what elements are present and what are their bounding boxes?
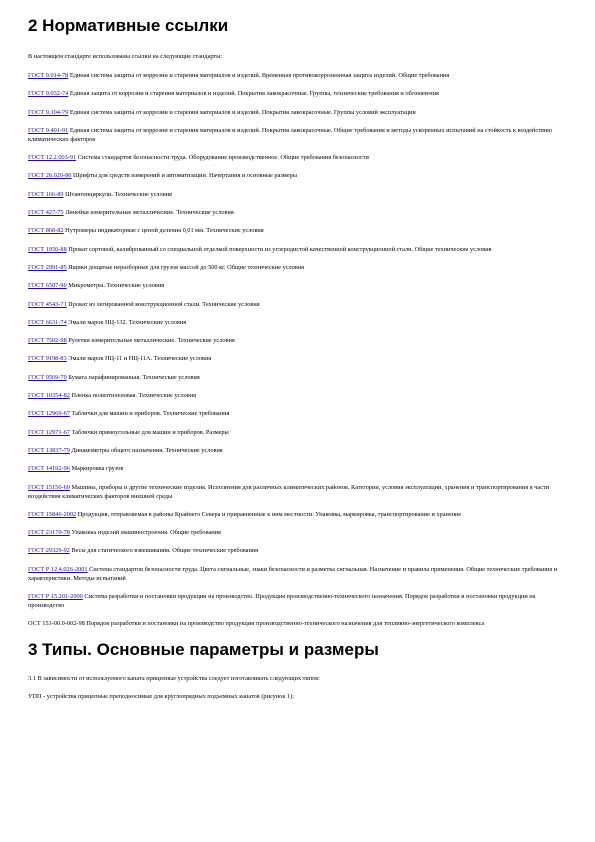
reference-title: Машины, приборы и другие технические изделия. Исполнения для различных климатических районов. Категории, условия эксплуатации, хранения и транспортирования в части воздействия климатических факторов внешней среды [28,483,550,500]
reference-link[interactable]: ГОСТ 2991-85 [28,263,67,271]
section-2-intro: В настоящем стандарте использованы ссылки на следующие стандарты: [28,53,223,60]
reference-title: Единая система защиты от коррозии и старения материалов и изделий. Временная противокоррозионная защита изделий. Общие требования [69,72,450,79]
reference-item [28,483,567,501]
reference-item [28,300,567,309]
reference-item [28,318,567,327]
section-3-paragraph-2: УПП - устройства прицепные преподносимые для круглопрядных подъемных канатов (рисунок 1); [28,693,294,701]
reference-link[interactable]: ГОСТ 9.032-74 [28,90,69,98]
reference-item [28,226,567,235]
reference-link[interactable]: ГОСТ 12.2.003-91 [28,154,77,162]
reference-item [28,281,567,290]
reference-title: Динамометры общего назначения. Технические условия [71,446,223,454]
reference-item [28,263,567,272]
reference-item [28,71,567,80]
reference-title: Маркировка грузов [71,465,124,473]
section-3-paragraph-1: 3.1 В зависимости от используемого каната прицепные устройства следует изготавливать следующих типов: [28,675,321,683]
reference-link[interactable]: ГОСТ 9569-79 [28,373,67,381]
reference-title: Единая защита от коррозии и старения материалов и изделий. Покрытия лакокрасочные. Группы, технические требования и обозначения [69,90,439,98]
reference-link[interactable]: ГОСТ 868-82 [28,227,64,235]
reference-title: Ящики дощатые неразборные для грузов массой до 500 кг. Общие технические условия [68,263,305,271]
reference-link[interactable]: ГОСТ 6507-90 [28,282,67,290]
reference-link[interactable]: ГОСТ 15150-69 [28,483,70,491]
reference-link[interactable]: ГОСТ 6631-74 [28,318,67,326]
reference-link[interactable]: ГОСТ 7502-98 [28,337,67,345]
reference-item [28,528,567,537]
reference-link[interactable]: ГОСТ 427-75 [28,209,64,217]
reference-title: Бумага парафинированная. Технические условия [68,373,200,381]
reference-item [28,409,567,418]
reference-item [28,510,567,519]
reference-item [28,245,567,254]
reference-title: Система стандартов безопасности труда. Оборудование производственное. Общие требования безопасности [77,154,369,162]
reference-title: Упаковка изделий машиностроения. Общие требования [71,529,221,537]
reference-link[interactable]: ГОСТ 14192-96 [28,465,70,473]
references-list [28,71,567,610]
reference-item [28,446,567,455]
reference-item [28,190,567,199]
reference-item [28,108,567,117]
reference-title: Шрифты для средств измерений и автоматизации. Начертания и основные размеры [73,172,297,180]
reference-title: Пленка полиэтиленовая. Технические условия [71,392,196,400]
reference-title: Весы для статического взвешивания. Общие технические требования [71,547,259,555]
reference-title: Эмали марок НЦ-132. Технические условия [68,318,187,326]
reference-item [28,171,567,180]
reference-title: Продукция, отправляемая в районы Крайнего Севера и приравненные к ним местности. Упаковка, маркировка, транспортирование и хранение [77,510,462,518]
reference-title: Рулетки измерительные металлические. Технические условия [68,337,235,345]
reference-item [28,126,567,144]
reference-item [28,546,567,555]
reference-link[interactable]: ГОСТ 13837-79 [28,446,70,454]
reference-title: Прокат из легированной конструкционной стали. Технические условия [68,300,260,308]
reference-item [28,565,567,583]
reference-link[interactable]: ГОСТ 12971-67 [28,428,70,436]
reference-title: Единая система защиты от коррозии и старения материалов и изделий. Покрытия лакокрасочные. Группы условий эксплуатации [69,108,416,116]
reference-title: Микрометры. Технические условия [68,282,165,290]
reference-title: Таблички для машин и приборов. Технические требования [71,410,230,418]
reference-link[interactable]: ГОСТ 4543-71 [28,300,67,308]
reference-link[interactable]: ГОСТ 10354-82 [28,392,70,400]
reference-item [28,354,567,363]
reference-title: Штангенциркули. Технические условия [65,190,172,198]
reference-title: Единая система защиты от коррозии и старения материалов и изделий. Покрытия лакокрасочные. Общие требования и методы ускоренных испытаний на стойкость к воздействию климатических факторов [28,126,553,143]
reference-link[interactable]: ГОСТ 12969-67 [28,410,70,418]
reference-link[interactable]: ГОСТ 166-89 [28,190,64,198]
reference-item [28,428,567,437]
reference-title: Система стандартов безопасности труда. Цвета сигнальные, знаки безопасности и разметка сигнальная. Назначение и правила применения. Общие технические требования и характеристики. Методы испытаний [28,565,558,582]
reference-title: Эмали марок НЦ-11 и НЦ-11А. Технические условия [68,355,212,363]
reference-item [28,391,567,400]
reference-link[interactable]: ГОСТ 9.104-79 [28,108,69,116]
reference-link[interactable]: ГОСТ 29329-92 [28,547,70,555]
reference-title: Линейки измерительные металлические. Технические условия [65,209,234,217]
reference-link[interactable]: ГОСТ 23170-78 [28,529,70,537]
reference-item [28,153,567,162]
section-2-title: 2 Нормативные ссылки [28,16,229,35]
reference-item [28,464,567,473]
reference-item [28,336,567,345]
reference-title: Таблички прямоугольные для машин и приборов. Размеры [71,428,229,436]
reference-link[interactable]: ГОСТ 9.014-78 [28,72,69,79]
reference-item [28,373,567,382]
reference-link[interactable]: ГОСТ Р 12.4.026-2001 [28,565,88,573]
reference-link[interactable]: ГОСТ 26.020-80 [28,172,72,180]
reference-link[interactable]: ГОСТ 9198-83 [28,355,67,363]
reference-item [28,89,567,98]
reference-title: Нутромеры индикаторные с ценой деления 0,01 мм. Технические условия [65,227,264,235]
section-3-title: 3 Типы. Основные параметры и размеры [28,640,379,660]
reference-link[interactable]: ГОСТ 9.401-91 [28,126,69,134]
plain-reference: ОСТ 153-00.0-002-98 Порядок разработки и постановки на производство продукции производственно-технического назначения для топливно-энергетического комплекса [28,620,485,628]
reference-item [28,592,567,610]
reference-title: Система разработки и постановки продукции на производство. Продукция производственно-технического назначения. Порядок разработки и постановки продукции на производство [28,593,536,610]
reference-link[interactable]: ГОСТ 15846-2002 [28,510,77,518]
reference-link[interactable]: ГОСТ 1050-88 [28,245,67,253]
reference-title: Прокат сортовой, калиброванный со специальной отделкой поверхности из углеродистой качественной конструкционной стали. Общие технические условия [68,245,492,253]
reference-link[interactable]: ГОСТ Р 15.201-2000 [28,593,83,601]
reference-item [28,208,567,217]
